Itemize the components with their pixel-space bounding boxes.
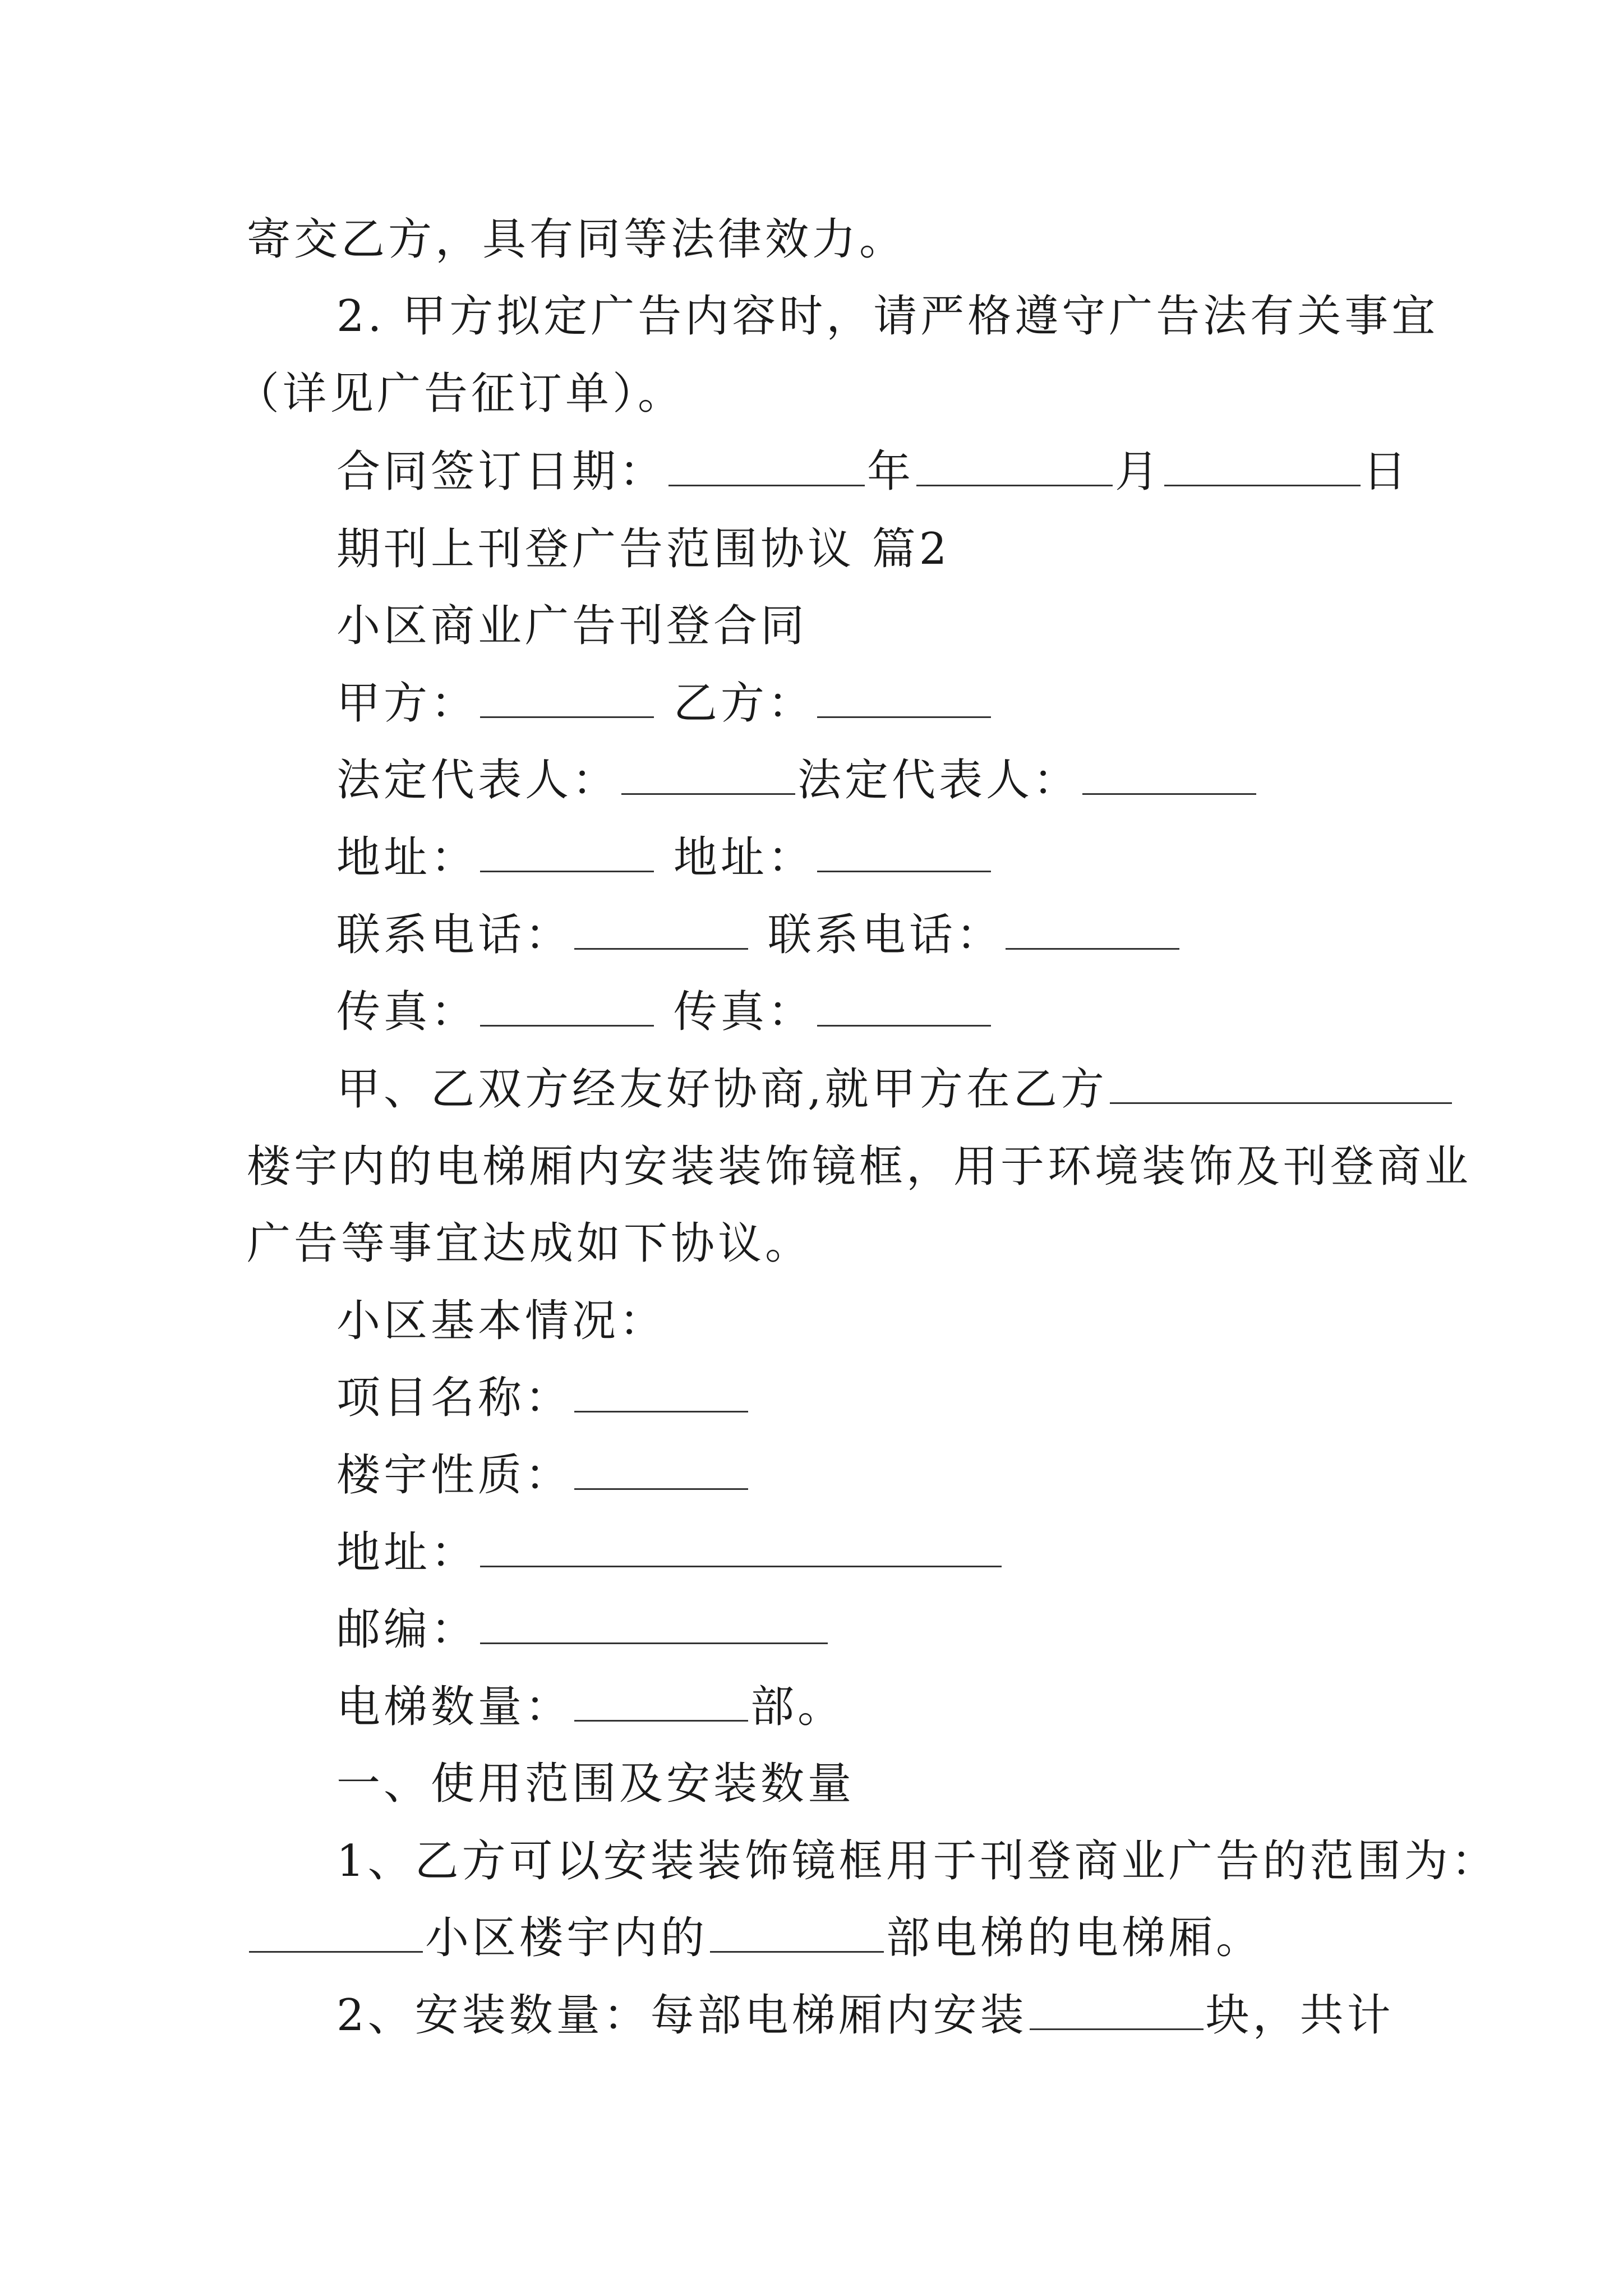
paragraph-line (336, 1064, 1454, 1115)
month-blank (916, 450, 1113, 486)
phone-line (336, 910, 1182, 960)
text: 小区商业广告刊登合同 (336, 601, 808, 651)
text: 2. 甲方拟定广告内容时，请严格遵守广告法有关事宜 (336, 291, 1439, 342)
label: 年 (867, 447, 915, 497)
address-line (336, 832, 993, 883)
blank (249, 1916, 423, 1953)
blank (1006, 913, 1179, 950)
label: 传真： (673, 987, 815, 1037)
blank (1030, 1994, 1204, 2030)
text: 一、使用范围及安装数量 (336, 1759, 855, 1809)
label: 联系电话： (336, 910, 573, 960)
section-heading (336, 524, 951, 574)
elevator-count-line (336, 1682, 845, 1732)
blank (574, 1453, 748, 1490)
postcode-line (336, 1604, 830, 1655)
text: 2、安装数量：每部电梯厢内安装 (336, 1990, 1027, 2041)
label: 邮编： (336, 1604, 478, 1655)
blank (480, 836, 654, 872)
section-heading (336, 1759, 855, 1809)
text: 1、乙方可以安装装饰镜框用于刊登商业广告的范围为： (336, 1836, 1498, 1887)
paragraph-line (336, 1836, 1498, 1887)
paragraph-line (247, 1142, 1472, 1192)
paragraph-line (336, 291, 1439, 342)
fax-line (336, 987, 993, 1037)
label: 法定代表人： (336, 755, 620, 806)
day-blank (1164, 450, 1361, 486)
address-line (336, 1527, 1004, 1578)
label: 日 (1363, 447, 1410, 497)
blank (1082, 758, 1256, 795)
paragraph-line (236, 369, 685, 419)
year-blank (668, 450, 865, 486)
blank (817, 836, 991, 872)
blank (574, 913, 748, 950)
label: 甲方： (336, 678, 478, 729)
project-name-line (336, 1373, 750, 1423)
text: （详见广告征订单）。 (236, 369, 685, 419)
paragraph-line (247, 1913, 1264, 1963)
party-line (336, 678, 993, 729)
text: 期刊上刊登广告范围协议 篇2 (336, 524, 951, 574)
party-a-blank (480, 682, 654, 718)
label: 楼宇性质： (336, 1450, 573, 1501)
label: 月 (1115, 447, 1163, 497)
text: 甲、乙双方经友好协商,就甲方在乙方 (336, 1064, 1108, 1115)
paragraph-line (336, 1990, 1394, 2041)
blank (480, 1531, 1002, 1567)
blank (817, 990, 991, 1027)
label: 地址： (336, 832, 478, 883)
text: 寄交乙方，具有同等法律效力。 (247, 214, 907, 265)
label: 乙方： (673, 678, 815, 729)
text: 小区基本情况： (336, 1296, 667, 1346)
label: 地址： (673, 832, 815, 883)
label: 电梯数量： (336, 1682, 573, 1732)
text: 块，共计 (1205, 1990, 1394, 2041)
label: 合同签订日期： (336, 447, 667, 497)
label: 传真： (336, 987, 478, 1037)
party-b-blank (817, 682, 991, 718)
text: 楼宇内的电梯厢内安装装饰镜框，用于环境装饰及刊登商业 (247, 1142, 1472, 1192)
building-type-line (336, 1450, 750, 1501)
blank (574, 1685, 748, 1722)
text: 小区楼宇内的 (425, 1913, 708, 1963)
blank (1110, 1068, 1452, 1104)
signing-date-line (336, 447, 1410, 497)
paragraph-line (247, 1218, 813, 1269)
label: 联系电话： (767, 910, 1003, 960)
contract-title (336, 601, 808, 651)
blank (574, 1376, 748, 1412)
blank (480, 990, 654, 1027)
label: 项目名称： (336, 1373, 573, 1423)
label: 法定代表人： (797, 755, 1081, 806)
blank (480, 1608, 828, 1644)
text: 部电梯的电梯厢。 (886, 1913, 1264, 1963)
representative-line (336, 755, 1258, 806)
label: 地址： (336, 1527, 478, 1578)
paragraph-line (247, 214, 907, 265)
label: 部。 (750, 1682, 845, 1732)
blank (621, 758, 795, 795)
blank (710, 1916, 884, 1953)
paragraph-line (336, 1296, 667, 1346)
text: 广告等事宜达成如下协议。 (247, 1218, 813, 1269)
